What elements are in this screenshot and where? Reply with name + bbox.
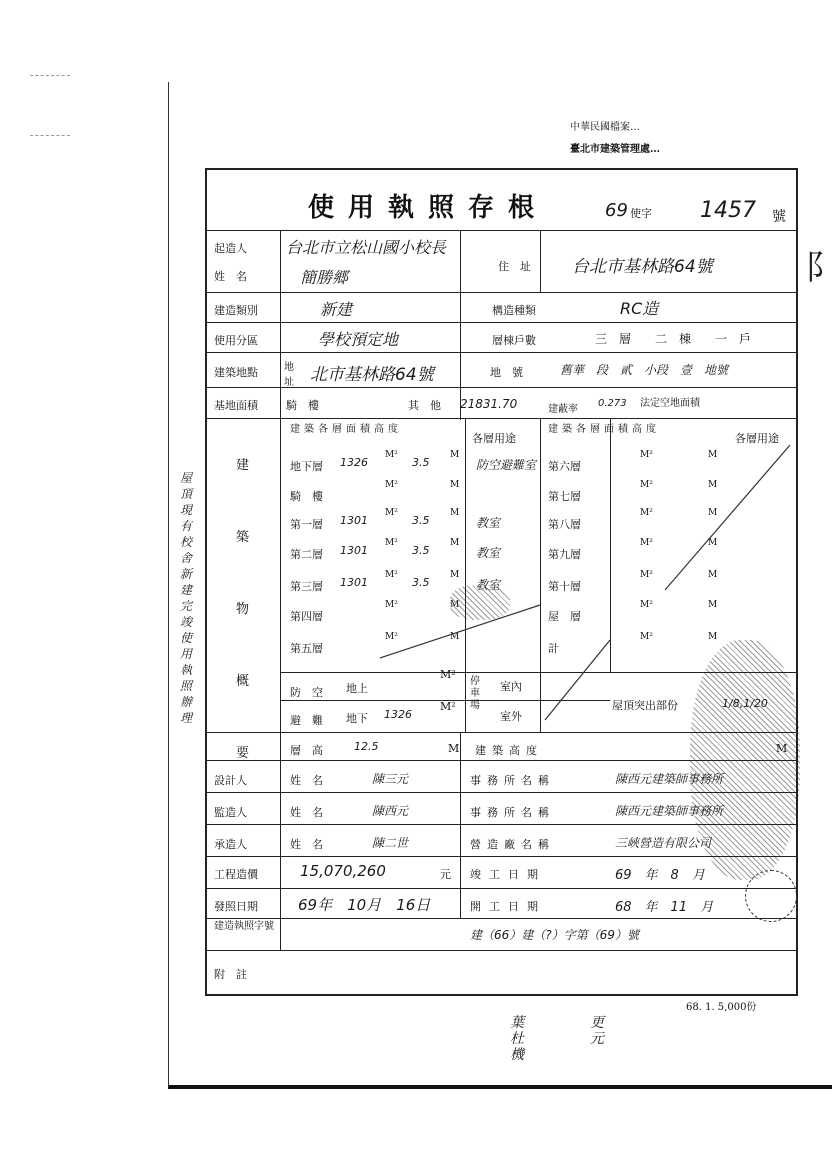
address-value: 台北市基林路64號 bbox=[572, 257, 713, 277]
floor-label: 計 bbox=[548, 642, 559, 655]
floor-area: 1301 bbox=[340, 576, 368, 589]
other-value: 21831.70 bbox=[460, 397, 518, 411]
unit-m2: M² bbox=[640, 538, 653, 548]
unit-m: M bbox=[450, 450, 460, 460]
air-raid-label: 防 空 bbox=[290, 686, 323, 699]
site-label: 建築地點 bbox=[214, 366, 258, 379]
side-note: 屋頂現有校舍新建完竣使用執照辦理 bbox=[180, 471, 193, 725]
ink-stamp bbox=[690, 640, 800, 880]
unit-m2: M² bbox=[640, 600, 653, 610]
unit-m: M bbox=[708, 600, 718, 610]
person-name: 陳二世 bbox=[372, 836, 409, 850]
start-value: 68 年 11 月 bbox=[615, 900, 714, 915]
floor-label: 第七層 bbox=[548, 490, 581, 503]
unit-m: M bbox=[450, 538, 460, 548]
unit-m2: M² bbox=[385, 508, 398, 518]
zone-value: 學校預定地 bbox=[318, 330, 399, 349]
unit-m: M bbox=[708, 570, 718, 580]
arcade-label: 騎 樓 bbox=[286, 399, 319, 412]
table-right-header: 建築各層面積高度 bbox=[548, 424, 660, 435]
office-label: 事務所名稱 bbox=[470, 806, 555, 819]
floor-label: 第三層 bbox=[290, 580, 323, 593]
build-permit-value: 建（66）建（?）字第（69）號 bbox=[470, 928, 639, 942]
floor-label: 第一層 bbox=[290, 518, 323, 531]
start-label: 開工日期 bbox=[470, 900, 546, 913]
floor-area: 1301 bbox=[340, 544, 368, 557]
evac-label: 避 難 bbox=[290, 714, 323, 727]
table-left-header: 建築各層面積高度 bbox=[290, 424, 402, 435]
floor-area: 1326 bbox=[340, 456, 368, 469]
bldg-height-label: 建築高度 bbox=[475, 744, 543, 757]
office-name: 三峽營造有限公司 bbox=[615, 836, 712, 850]
height-value: 12.5 bbox=[354, 740, 379, 753]
permit-suffix: 號 bbox=[772, 209, 786, 225]
area-label: 基地面積 bbox=[214, 399, 258, 412]
form-title: 使用執照存根 bbox=[308, 193, 549, 223]
roof-value: 1/8,1/20 bbox=[722, 697, 768, 710]
cost-unit: 元 bbox=[440, 868, 451, 881]
floor-label: 騎 樓 bbox=[290, 490, 323, 503]
issue-value: 69年 10月 16日 bbox=[298, 896, 431, 914]
clipped-text: 阝 bbox=[805, 248, 839, 288]
unit-m2: M² bbox=[640, 450, 653, 460]
left-edge bbox=[168, 82, 169, 1087]
unit-m: M bbox=[776, 742, 788, 755]
person-role: 監造人 bbox=[214, 806, 247, 819]
office-name: 陳西元建築師事務所 bbox=[615, 772, 724, 786]
footer-print: 68. 1. 5,000份 bbox=[686, 1002, 757, 1013]
applicant-value: 台北市立松山國小校長 bbox=[286, 238, 447, 257]
evac-down: 地下 bbox=[346, 712, 368, 725]
other-label: 其 他 bbox=[408, 399, 441, 412]
table-use-header-right: 各層用途 bbox=[735, 432, 779, 445]
floor-height: 3.5 bbox=[412, 456, 430, 469]
floor-label: 地下層 bbox=[290, 460, 323, 473]
floor-height: 3.5 bbox=[412, 576, 430, 589]
unit-m: M bbox=[450, 600, 460, 610]
cost-value: 15,070,260 bbox=[300, 862, 386, 880]
unit-m: M bbox=[708, 480, 718, 490]
person-name: 陳三元 bbox=[372, 772, 409, 786]
coverage-label: 建蔽率 bbox=[548, 404, 578, 415]
unit-m2: M² bbox=[385, 538, 398, 548]
unit-m2: M² bbox=[640, 508, 653, 518]
floor-label: 第十層 bbox=[548, 580, 581, 593]
floor-label: 第九層 bbox=[548, 548, 581, 561]
person-role: 設計人 bbox=[214, 774, 247, 787]
floor-label: 第六層 bbox=[548, 460, 581, 473]
site-lot-value: 舊華 段 貳 小段 壹 地號 bbox=[560, 363, 729, 377]
unit-m: M bbox=[450, 508, 460, 518]
ink-blot bbox=[450, 585, 510, 620]
unit-m: M bbox=[708, 508, 718, 518]
structure-value: RC造 bbox=[620, 299, 659, 318]
build-type-value: 新建 bbox=[320, 300, 353, 319]
site-addr-label: 地址 bbox=[284, 362, 294, 388]
office-label: 事務所名稱 bbox=[470, 774, 555, 787]
office-name: 陳西元建築師事務所 bbox=[615, 804, 724, 818]
table-use-header: 各層用途 bbox=[472, 432, 516, 445]
site-lot-label: 地 號 bbox=[490, 366, 523, 379]
unit-m2: M² bbox=[440, 668, 456, 681]
air-raid-up: 地上 bbox=[346, 682, 368, 695]
side-label: 建築物概要 bbox=[236, 458, 250, 761]
person-name-label: 姓 名 bbox=[290, 838, 323, 851]
floor-use: 教室 bbox=[476, 516, 501, 530]
person-name-label: 姓 名 bbox=[290, 774, 323, 787]
site-addr-value: 北市基林路64號 bbox=[310, 365, 434, 385]
floors-value: 三 層 二 棟 一 戶 bbox=[595, 332, 752, 346]
person-role: 承造人 bbox=[214, 838, 247, 851]
evac-value: 1326 bbox=[384, 708, 412, 721]
unit-m2: M² bbox=[640, 480, 653, 490]
floors-label: 層棟戶數 bbox=[492, 334, 536, 347]
floor-label: 第八層 bbox=[548, 518, 581, 531]
unit-m2: M² bbox=[385, 450, 398, 460]
office-label: 營造廠名稱 bbox=[470, 838, 555, 851]
signature: 更元 bbox=[590, 1015, 604, 1047]
applicant-label: 起造人 bbox=[214, 242, 247, 255]
unit-m2: M² bbox=[385, 570, 398, 580]
floor-use: 防空避難室 bbox=[476, 458, 537, 472]
unit-m2: M² bbox=[640, 632, 653, 642]
unit-m: M bbox=[708, 632, 718, 642]
unit-m2: M² bbox=[385, 632, 398, 642]
outdoor-label: 室外 bbox=[500, 710, 522, 723]
permit-number: 1457 bbox=[700, 198, 756, 223]
floor-label: 第二層 bbox=[290, 548, 323, 561]
floor-label: 屋 層 bbox=[548, 610, 581, 623]
indoor-label: 室內 bbox=[500, 680, 522, 693]
cost-label: 工程造價 bbox=[214, 868, 258, 881]
parking-label: 停車場 bbox=[470, 676, 480, 711]
permit-char: 使字 bbox=[630, 207, 652, 220]
floor-use: 教室 bbox=[476, 546, 501, 560]
name-label: 姓 名 bbox=[214, 270, 247, 283]
unit-m: M bbox=[448, 742, 460, 755]
finish-value: 69 年 8 月 bbox=[615, 868, 705, 883]
unit-m2: M² bbox=[385, 600, 398, 610]
signature: 葉杜機 bbox=[510, 1015, 524, 1063]
floor-label: 第五層 bbox=[290, 642, 323, 655]
unit-m: M bbox=[708, 538, 718, 548]
person-name-label: 姓 名 bbox=[290, 806, 323, 819]
build-type-label: 建造類別 bbox=[214, 304, 258, 317]
official-seal bbox=[745, 870, 797, 922]
permit-year: 69 bbox=[605, 200, 628, 221]
issue-label: 發照日期 bbox=[214, 900, 258, 913]
person-name: 陳西元 bbox=[372, 804, 409, 818]
unit-m: M bbox=[450, 632, 460, 642]
floor-use: 教室 bbox=[476, 578, 501, 592]
zone-label: 使用分區 bbox=[214, 334, 258, 347]
coverage-value: 0.273 bbox=[598, 398, 627, 409]
archive-stamp: 中華民國檔案… bbox=[570, 122, 640, 133]
floor-area: 1301 bbox=[340, 514, 368, 527]
unit-m: M bbox=[708, 450, 718, 460]
floor-height: 3.5 bbox=[412, 514, 430, 527]
archive-stamp: 臺北市建築管理處… bbox=[570, 144, 660, 155]
unit-m: M bbox=[450, 480, 460, 490]
build-permit-label: 建造執照字號 bbox=[214, 921, 274, 932]
bottom-rule bbox=[168, 1085, 832, 1089]
unit-m2: M² bbox=[640, 570, 653, 580]
setback-label: 法定空地面積 bbox=[640, 398, 700, 409]
unit-m2: M² bbox=[440, 700, 456, 713]
unit-m2: M² bbox=[385, 480, 398, 490]
floor-label: 第四層 bbox=[290, 610, 323, 623]
height-label: 層 高 bbox=[290, 744, 323, 757]
roof-label: 屋頂突出部份 bbox=[612, 699, 678, 712]
floor-height: 3.5 bbox=[412, 544, 430, 557]
address-label: 住 址 bbox=[498, 260, 531, 273]
unit-m: M bbox=[450, 570, 460, 580]
finish-label: 竣工日期 bbox=[470, 868, 546, 881]
applicant-name: 簡勝郷 bbox=[300, 268, 349, 287]
structure-label: 構造種類 bbox=[492, 304, 536, 317]
remarks-label: 附 註 bbox=[214, 968, 247, 981]
